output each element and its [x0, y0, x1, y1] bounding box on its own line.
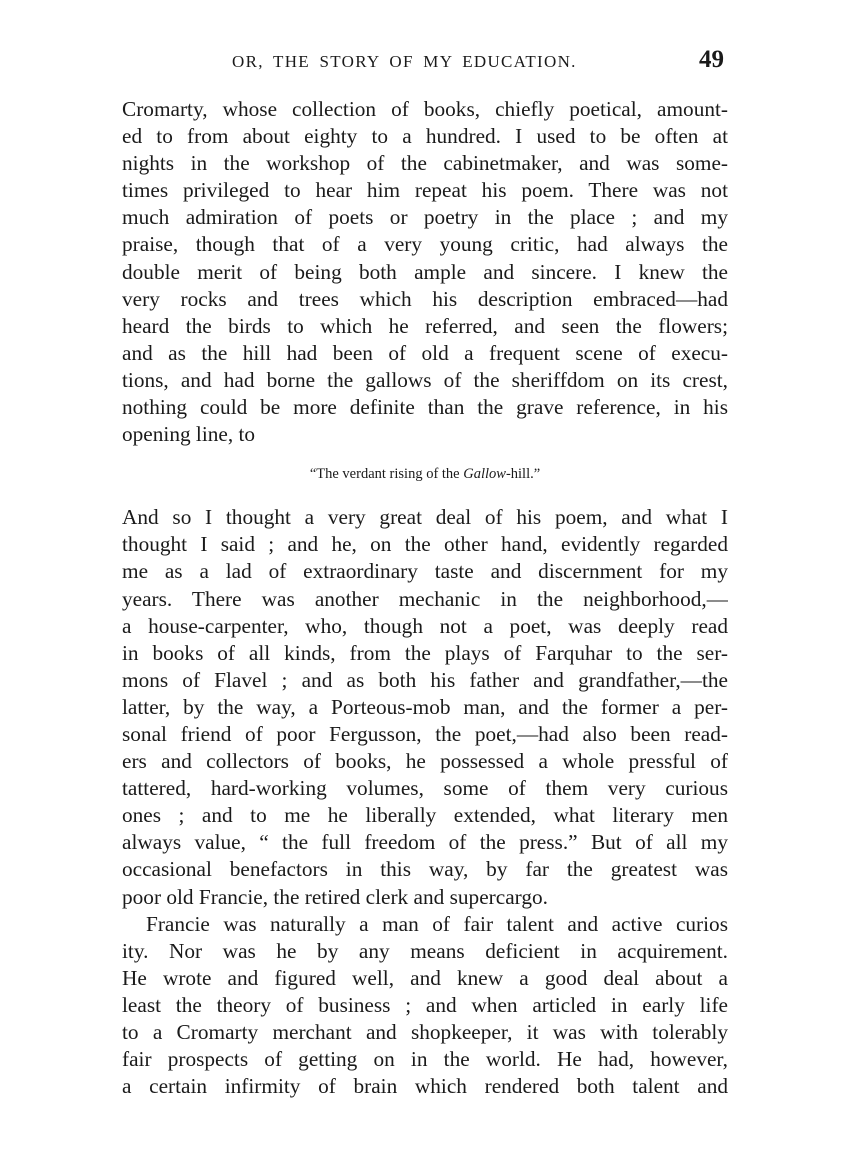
- verse-quotation: [122, 456, 728, 492]
- text-line: Cromarty, whose collection of books, chiefly poetical, amount-: [122, 97, 728, 121]
- text-line: sonal friend of poor Fergusson, the poet,—had also been read-: [122, 721, 728, 746]
- text-line: least the theory of business ; and when articled in early life: [122, 992, 728, 1017]
- quote-text: “The verdant rising of the: [309, 466, 464, 483]
- paragraph-1: [122, 96, 728, 448]
- text-line: years. There was another mechanic in the neighborhood,—: [122, 586, 728, 611]
- text-line: thought I said ; and he, on the other hand, evidently regarded: [122, 532, 728, 557]
- text-line: latter, by the way, a Porteous-mob man, and the former a per-: [122, 694, 728, 719]
- text-line: in books of all kinds, from the plays of Farquhar to the ser-: [122, 640, 728, 665]
- paragraph-2: [122, 504, 728, 910]
- text-line: heard the birds to which he referred, and seen the flowers;: [122, 313, 728, 338]
- text-line: a certain infirmity of brain which rendered both talent and: [122, 1074, 728, 1099]
- running-title: OR, THE STORY OF MY EDUCATION.: [232, 52, 577, 71]
- text-line: times privileged to hear him repeat his poem. There was not: [122, 178, 728, 203]
- text-line: poor old Francie, the retired clerk and supercargo.: [122, 884, 548, 909]
- text-line: Francie was naturally a man of fair talent and active curios: [146, 911, 728, 936]
- text-line: nothing could be more definite than the grave reference, in his: [122, 395, 728, 420]
- quote-text-end: -hill.”: [505, 466, 541, 483]
- text-line: tions, and had borne the gallows of the sheriffdom on its crest,: [122, 367, 728, 392]
- text-line: praise, though that of a very young critic, had always the: [122, 232, 728, 257]
- book-page: [122, 40, 728, 1100]
- text-line: much admiration of poets or poetry in the place ; and my: [122, 205, 728, 230]
- text-line: very rocks and trees which his description embraced—had: [122, 286, 728, 311]
- text-line: He wrote and figured well, and knew a good deal about a: [122, 965, 728, 990]
- quote-italic-word: Gallow: [463, 466, 506, 483]
- text-line: ones ; and to me he liberally extended, what literary men: [122, 803, 728, 828]
- text-line: always value, “ the full freedom of the press.” But of all my: [122, 830, 728, 855]
- text-line: tattered, hard-working volumes, some of them very curious: [122, 776, 728, 801]
- text-line: ers and collectors of books, he possessed a whole pressful of: [122, 749, 728, 774]
- text-line: And so I thought a very great deal of his poem, and what I: [122, 505, 728, 530]
- text-line: occasional benefactors in this way, by far the greatest was: [122, 857, 728, 882]
- text-line: ity. Nor was he by any means deficient in acquirement.: [122, 938, 728, 963]
- page-number: 49: [699, 46, 724, 73]
- text-line: opening line, to: [122, 422, 256, 447]
- text-line: ed to from about eighty to a hundred. I used to be often at: [122, 124, 728, 149]
- page-header: [122, 40, 728, 90]
- text-line: a house-carpenter, who, though not a poet, was deeply read: [122, 613, 728, 638]
- text-line: and as the hill had been of old a frequent scene of execu-: [122, 340, 728, 365]
- text-line: to a Cromarty merchant and shopkeeper, it was with tolerably: [122, 1020, 728, 1044]
- text-line: fair prospects of getting on in the world. He had, however,: [122, 1047, 728, 1072]
- paragraph-3: [122, 911, 728, 1101]
- text-line: double merit of being both ample and sincere. I knew the: [122, 259, 728, 284]
- text-line: mons of Flavel ; and as both his father and grandfather,—the: [122, 667, 728, 692]
- text-line: nights in the workshop of the cabinetmaker, and was some-: [122, 151, 728, 176]
- text-line: me as a lad of extraordinary taste and discernment for my: [122, 559, 728, 584]
